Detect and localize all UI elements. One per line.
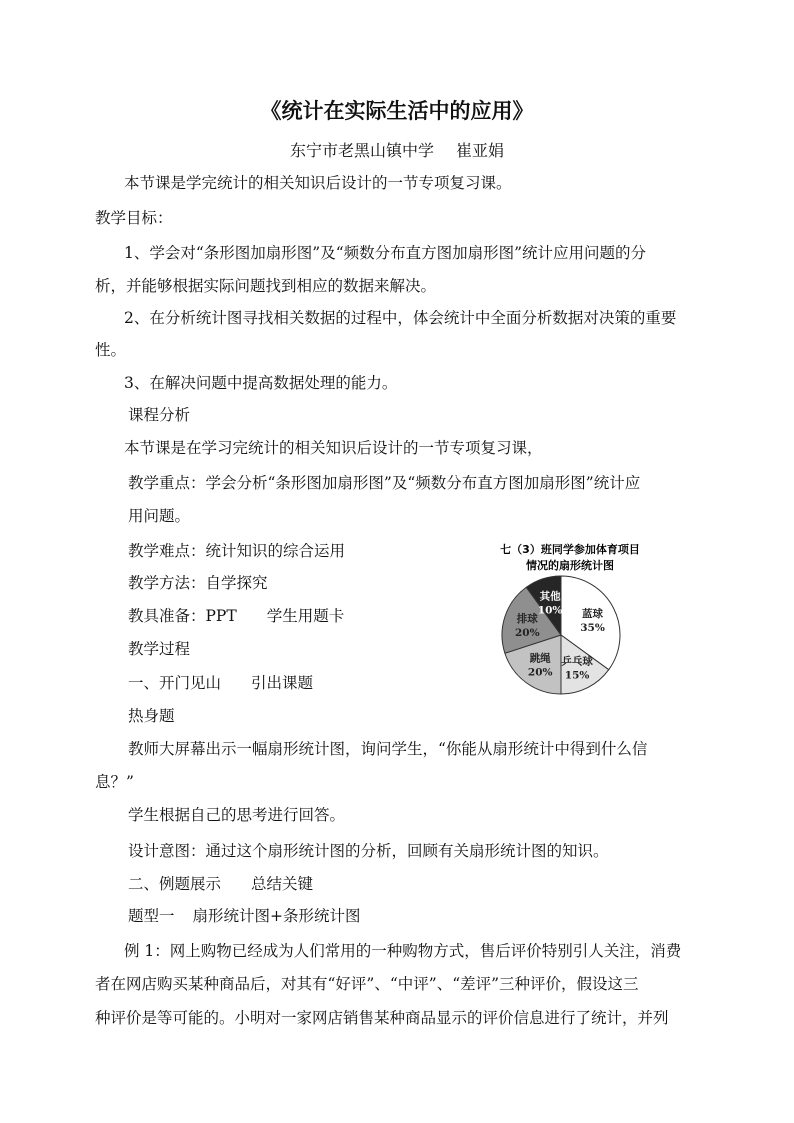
difficulty-line: 教学难点：统计知识的综合运用	[128, 542, 346, 560]
section-1-title: 一、开门见山	[128, 674, 222, 692]
intro-line: 本节课是学完统计的相关知识后设计的一节专项复习课。	[124, 174, 512, 192]
slice-category-label: 排球	[516, 613, 538, 626]
objective-3: 3、在解决问题中提高数据处理的能力。	[124, 374, 398, 392]
slice-category-label: 乒乓球	[561, 655, 593, 668]
section-2-title: 二、例题展示	[128, 875, 222, 893]
warmup-heading: 热身题	[128, 707, 175, 725]
objective-2-line-1: 2、在分析统计图寻找相关数据的过程中，体会统计中全面分析数据对决策的重要	[124, 309, 677, 327]
chart-title: 七（3）班同学参加体育项目	[500, 543, 640, 556]
example-1-line-1: 例 1：网上购物已经成为人们常用的一种购物方式，售后评价特别引人关注，消费	[124, 942, 682, 960]
type-1-heading	[128, 906, 361, 926]
course-analysis-heading: 课程分析	[128, 406, 191, 424]
doc-author	[0, 140, 794, 162]
objective-1-line-2: 析，并能够根据实际问题找到相应的数据来解决。	[95, 277, 437, 295]
section-1-heading	[128, 673, 313, 693]
author-name: 崔亚娟	[456, 141, 505, 160]
design-intent-line: 设计意图：通过这个扇形统计图的分析，回顾有关扇形统计图的知识。	[128, 842, 609, 860]
doc-title: 《统计在实际生活中的应用》	[260, 98, 534, 123]
example-1-line-3: 种评价是等可能的。小明对一家网店销售某种商品显示的评价信息进行了统计，并列	[95, 1009, 669, 1027]
tools-ppt: 教具准备：PPT	[128, 607, 237, 625]
course-analysis-text: 本节课是在学习完统计的相关知识后设计的一节专项复习课，	[124, 439, 543, 457]
key-point-line-1: 教学重点：学会分析“条形图加扇形图”及“频数分布直方图加扇形图”统计应	[128, 474, 641, 492]
section-1-subtitle: 引出课题	[251, 674, 314, 692]
chart-subtitle: 情况的扇形统计图	[526, 559, 614, 572]
slice-value-label: 20%	[515, 627, 540, 640]
example-1-line-2: 者在网店购买某种商品后，对其有“好评”、“中评”、“差评”三种评价，假设这三	[95, 975, 639, 993]
slice-category-label: 跳绳	[529, 652, 551, 665]
slice-value-label: 20%	[527, 666, 553, 679]
slice-value-label: 15%	[564, 669, 590, 682]
warmup-line-1: 教师大屏幕出示一幅扇形统计图，询问学生，“你能从扇形统计中得到什么信	[128, 740, 648, 758]
school-name: 东宁市老黑山镇中学	[289, 141, 434, 160]
method-line: 教学方法：自学探究	[128, 574, 268, 592]
objectives-heading: 教学目标：	[95, 209, 173, 227]
tools-line	[128, 606, 344, 626]
slice-value-label: 10%	[537, 604, 563, 617]
process-heading: 教学过程	[128, 640, 191, 658]
student-answer-line: 学生根据自己的思考进行回答。	[128, 806, 346, 824]
section-2-subtitle: 总结关键	[251, 875, 314, 893]
slice-category-label: 其他	[539, 590, 561, 603]
slice-category-label: 蓝球	[582, 607, 603, 620]
type-1-label: 题型一	[128, 907, 175, 925]
tools-cards: 学生用题卡	[266, 607, 345, 625]
key-point-line-2: 用问题。	[128, 507, 191, 525]
pie-slices	[502, 576, 620, 694]
section-2-heading	[128, 874, 313, 894]
objective-2-line-2: 性。	[95, 341, 127, 359]
pie-chart	[490, 543, 650, 703]
objective-1-line-1: 1、学会对“条形图加扇形图”及“频数分布直方图加扇形图”统计应用问题的分	[124, 244, 647, 262]
warmup-line-2: 息？”	[95, 773, 134, 791]
slice-value-label: 35%	[580, 621, 605, 634]
type-1-desc: 扇形统计图+条形统计图	[192, 907, 361, 925]
